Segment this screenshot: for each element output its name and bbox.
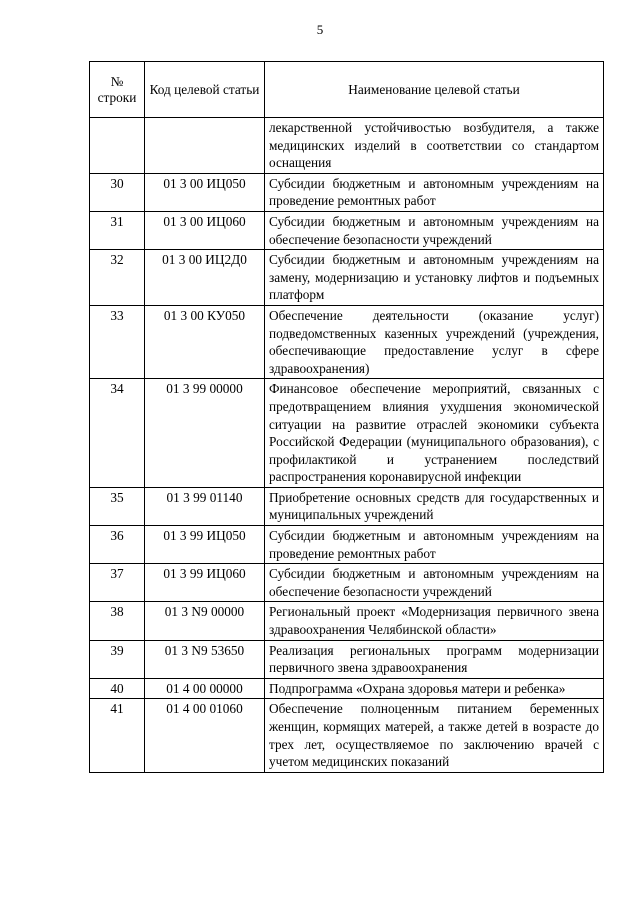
- table-row: [90, 699, 604, 772]
- table-row: [90, 526, 604, 564]
- target-name: Субсидии бюджетным и автономным учреждениям на обеспечение безопасности учреждений: [265, 564, 604, 602]
- target-name: Обеспечение деятельности (оказание услуг) подведомственных казенных учреждений (учреждения, обеспечивающие предоставление услуг в сфере здравоохранения): [265, 305, 604, 378]
- target-name: лекарственной устойчивостью возбудителя, а также медицинских изделий в соответствии со стандартом оснащения: [265, 118, 604, 174]
- header-target-code: Код целевой статьи: [145, 62, 265, 118]
- table-row: [90, 305, 604, 378]
- target-name: Приобретение основных средств для государственных и муниципальных учреждений: [265, 487, 604, 525]
- table-row: [90, 379, 604, 488]
- table-header-row: [90, 62, 604, 118]
- row-number: 34: [90, 379, 145, 488]
- target-code: 01 3 N9 53650: [145, 640, 265, 678]
- table-row: [90, 678, 604, 699]
- target-name: Обеспечение полноценным питанием беременных женщин, кормящих матерей, а также детей в возрасте до трех лет, осуществляемое по заключению врачей с учетом медицинских показаний: [265, 699, 604, 772]
- row-number: 40: [90, 678, 145, 699]
- row-number: 41: [90, 699, 145, 772]
- table-row: [90, 173, 604, 211]
- target-name: Субсидии бюджетным и автономным учреждениям на обеспечение безопасности учреждений: [265, 211, 604, 249]
- table-row: [90, 640, 604, 678]
- target-code: 01 3 00 ИЦ2Д0: [145, 250, 265, 306]
- target-items-table: [89, 61, 604, 773]
- row-number: 38: [90, 602, 145, 640]
- row-number: 36: [90, 526, 145, 564]
- target-code: [145, 118, 265, 174]
- target-code: 01 3 99 ИЦ060: [145, 564, 265, 602]
- row-number: 37: [90, 564, 145, 602]
- target-name: Субсидии бюджетным и автономным учреждениям на замену, модернизацию и установку лифтов и подъемных платформ: [265, 250, 604, 306]
- page-number: 5: [316, 22, 324, 37]
- target-code: 01 3 99 00000: [145, 379, 265, 488]
- target-code: 01 3 00 ИЦ060: [145, 211, 265, 249]
- target-name: Реализация региональных программ модернизации первичного звена здравоохранения: [265, 640, 604, 678]
- header-target-name: Наименование целевой статьи: [265, 62, 604, 118]
- table-row: [90, 250, 604, 306]
- target-name: Подпрограмма «Охрана здоровья матери и ребенка»: [265, 678, 604, 699]
- row-number: 30: [90, 173, 145, 211]
- target-name: Региональный проект «Модернизация первичного звена здравоохранения Челябинской области»: [265, 602, 604, 640]
- table-row: [90, 118, 604, 174]
- target-name: Субсидии бюджетным и автономным учреждениям на проведение ремонтных работ: [265, 526, 604, 564]
- table-row: [90, 602, 604, 640]
- row-number: 33: [90, 305, 145, 378]
- target-code: 01 3 N9 00000: [145, 602, 265, 640]
- row-number: 32: [90, 250, 145, 306]
- row-number: [90, 118, 145, 174]
- target-code: 01 3 00 ИЦ050: [145, 173, 265, 211]
- target-code: 01 3 99 01140: [145, 487, 265, 525]
- target-code: 01 4 00 01060: [145, 699, 265, 772]
- table-body: [90, 118, 604, 773]
- row-number: 35: [90, 487, 145, 525]
- row-number: 39: [90, 640, 145, 678]
- target-name: Субсидии бюджетным и автономным учреждениям на проведение ремонтных работ: [265, 173, 604, 211]
- table-row: [90, 564, 604, 602]
- target-name: Финансовое обеспечение мероприятий, связанных с предотвращением влияния ухудшения экономической ситуации на развитие отраслей экономики субъекта Российской Федерации (муниципального образования), с профилактикой и устранением последствий распространения коронавирусной инфекции: [265, 379, 604, 488]
- target-code: 01 3 99 ИЦ050: [145, 526, 265, 564]
- header-row-number: № строки: [90, 62, 145, 118]
- row-number: 31: [90, 211, 145, 249]
- target-code: 01 4 00 00000: [145, 678, 265, 699]
- table-row: [90, 487, 604, 525]
- target-code: 01 3 00 КУ050: [145, 305, 265, 378]
- table-row: [90, 211, 604, 249]
